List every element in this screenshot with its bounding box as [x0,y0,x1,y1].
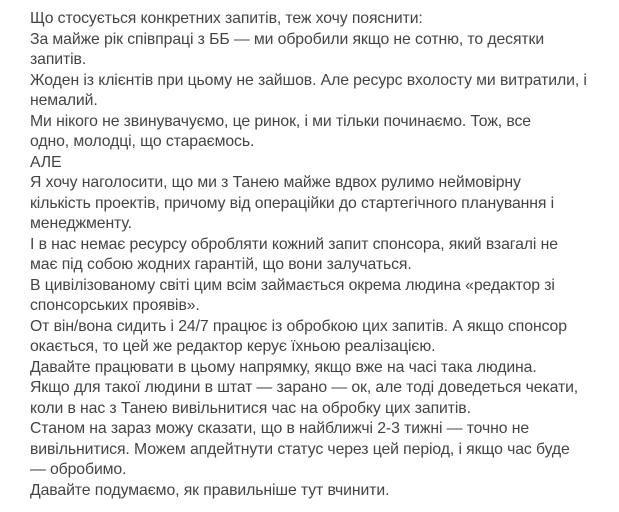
text-line: немалий. [30,92,98,109]
text-line: кількість проектів, причому від операційки до стартегічного планування і [30,194,555,212]
text-line: має під собою жодних гарантій, що вони залучаться. [30,256,412,273]
text-line: — обробимо. [30,461,127,478]
text-line: коли в нас з Танею вивільнитися час на обробку цих запитів. [30,399,471,417]
text-line: Давайте подумаємо, як правильніше тут вчинити. [30,481,390,499]
text-line: Я хочу наголосити, що ми з Танею майже вдвох рулимо неймовірну [30,174,521,191]
text-line: Ми нікого не звинувачуємо, це ринок, і ми тільки починаємо. Тож, все [30,112,531,130]
text-line: менеджменту. [30,215,132,232]
text-line: В цивілізованому світі цим всім займається окрема людина «редактор зі [30,276,555,294]
text-line: За майже рік співпраці з ББ — ми обробили якщо не сотню, то десятки [30,30,545,48]
text-line: одно, молодці, що стараємось. [30,133,255,150]
text-line: Давайте працювати в цьому напрямку, якщо вже на часі така людина. [30,358,537,376]
text-line: АЛЕ [30,153,62,171]
text-line: Жоден із клієнтів при цьому не зайшов. Але ресурс вхолосту ми витратили, і [30,71,587,89]
text-line: Якщо для такої людини в штат — зарано — ок, але тоді доведеться чекати, [30,379,579,396]
text-line: вивільнитися. Можем апдейтнути статус через цей період, і якщо час буде [30,440,570,458]
text-line: спонсорських проявів». [30,297,200,314]
text-line: І в нас немає ресурсу обробляти кожний запит спонсора, який взагалі не [30,235,558,253]
text-line: Що стосується конкретних запитів, теж хочу пояснити: [30,10,423,27]
text-line: Станом на зараз можу сказати, що в найближчі 2-3 тижні — точно не [30,420,530,437]
text-line: От він/вона сидить і 24/7 працює із обробкою цих запитів. А якщо спонсор [30,317,567,335]
text-line: окається, то цей же редактор керує їхньою реалізацією. [30,338,436,355]
text-line: запитів. [30,51,87,68]
